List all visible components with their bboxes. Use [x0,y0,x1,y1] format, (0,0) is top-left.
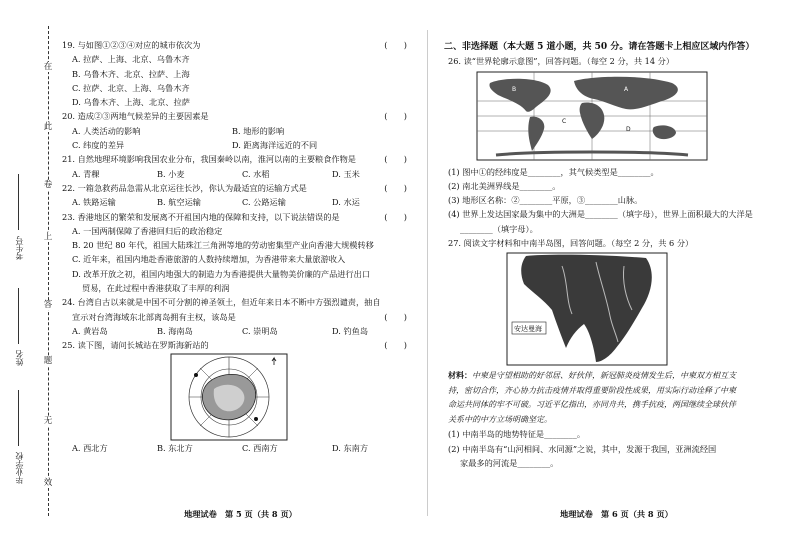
q26-item-2: (2) 南北美洲界线是________。 [448,180,561,191]
q26-item-3: (3) 地形区名称：②________平原，③________山脉。 [448,195,643,206]
indochina-peninsula-map [506,252,668,366]
answer-paren: ( ) [384,340,407,351]
q24-option-d[interactable]: D. 钓鱼岛 [332,325,369,336]
q23-option-c[interactable]: C. 近年来，祖国内地赴香港旅游的人数持续增加，为香港带来大量旅游收入 [72,254,346,265]
antarctic-polar-figure [170,353,288,441]
material-line-1: 中柬是守望相助的好邻居、好伙伴，新冠肺炎疫情发生后，中柬双方相互支 [472,371,736,381]
answer-paren: ( ) [384,182,407,193]
svg-text:B: B [512,85,517,93]
student-field-label: 毕业学校 [15,452,24,484]
seal-char: 在 [43,62,53,72]
q27-stem: 27. 阅读文字材料和中南半岛图，回答问题。（每空 2 分，共 6 分） [448,238,694,249]
q24-option-b[interactable]: B. 海南岛 [157,325,193,336]
seal-char: 无 [43,416,53,426]
q19-option-d[interactable]: D. 乌鲁木齐、上海、北京、拉萨 [72,97,190,108]
q20-option-b[interactable]: B. 地形的影响 [232,125,285,136]
q26-stem: 26. 读“世界轮廓示意图”，回答问题。（每空 2 分，共 14 分） [448,56,675,67]
seal-char: 上 [43,232,53,242]
right-footer: 地理试卷 第 6 页（共 8 页） [560,509,673,519]
student-field-line[interactable] [18,288,19,344]
q25-option-b[interactable]: B. 东北方 [157,442,193,453]
q24-option-c[interactable]: C. 崇明岛 [242,325,278,336]
q27-item-1: (1) 中南半岛的地势特征是________。 [448,429,586,440]
left-footer: 地理试卷 第 5 页（共 8 页） [184,509,297,519]
q20-stem: 20. 造成②③两地气候差异的主要因素是 [62,111,209,122]
q23-stem: 23. 香港地区的繁荣和发展离不开祖国内地的保障和支持，以下说法错误的是 [62,211,340,222]
q27-item-2-cont: 家最多的河流是________。 [460,457,559,468]
q22-stem: 22. 一箱急救药品急需从北京运往长沙，你认为最适宜的运输方式是 [62,182,307,193]
material-line-3: 命运共同体的牢不可破。习近平亿指出，亦同舟共，携手抗疫，两国继续全球伙伴 [448,400,736,410]
andaman-sea-label: 安达曼海 [514,325,542,334]
q23-option-d[interactable]: D. 改革开放之初，祖国内地强大的制造力为香港提供大量物美价廉的产品进行出口 [72,268,371,279]
q20-option-d[interactable]: D. 距离海洋远近的不同 [232,140,318,151]
seal-char: 答 [43,300,53,310]
q21-option-b[interactable]: B. 小麦 [157,168,185,179]
student-field-line[interactable] [18,174,19,230]
q21-stem: 21. 自然地理环境影响我国农业分布，我国秦岭以南，淮河以南的主要粮食作物是 [62,154,356,165]
seal-char: 效 [43,478,53,488]
svg-text:D: D [626,125,631,133]
q24-stem-cont: 宣示对台湾海域东北部离岛拥有主权，该岛是 [72,311,236,322]
q25-stem: 25. 读下图，请问长城站在罗斯海新站的 [62,340,209,351]
q25-figure-container [62,353,407,441]
q26-item-4-cont: ________（填字母）。 [460,223,538,234]
q21-option-a[interactable]: A. 青稞 [72,168,100,179]
q22-option-a[interactable]: A. 铁路运输 [72,197,116,208]
q25-option-c[interactable]: C. 西南方 [242,442,278,453]
q22-option-d[interactable]: D. 水运 [332,197,360,208]
q22-option-c[interactable]: C. 公路运输 [242,197,286,208]
world-outline-map [476,71,708,161]
answer-paren: ( ) [384,111,407,122]
q24-option-a[interactable]: A. 黄岩岛 [72,325,108,336]
svg-text:C: C [562,117,567,125]
student-field-line[interactable] [18,390,19,446]
binding-line [48,26,49,516]
student-field-label: 姓名 [15,350,24,366]
q24-stem: 24. 台湾自古以来就是中国不可分割的神圣领土，但近年来日本不断中方强烈谴责，抽自 [62,297,381,308]
right-page [444,40,778,470]
section-heading: 二、非选择题（本大题 5 道小题，共 50 分。请在答题卡上相应区域内作答） [444,42,755,52]
q26-item-4: (4) 世界上发达国家最为集中的大洲是________（填字母），世界上面积最大的大洋是 [448,209,753,220]
q20-option-c[interactable]: C. 纬度的差异 [72,140,125,151]
answer-paren: ( ) [384,311,407,322]
q19-option-a[interactable]: A. 拉萨、上海、北京、乌鲁木齐 [72,54,190,65]
q27-item-2: (2) 中南半岛有“山河相间、水同源”之说，其中，发源于我国，亚洲流经国 [448,443,717,454]
q22-option-b[interactable]: B. 航空运输 [157,197,201,208]
seal-char: 题 [43,356,53,366]
seal-char: 此 [43,122,53,132]
q23-option-d-cont: 贸易，在此过程中香港获取了丰厚的利润 [82,283,230,294]
q21-option-d[interactable]: D. 玉米 [332,168,360,179]
student-field-label: 考生号 [15,236,24,260]
q23-option-a[interactable]: A. 一国两制保障了香港回归后的政治稳定 [72,225,223,236]
page-divider [427,30,428,516]
answer-paren: ( ) [384,154,407,165]
q25-option-a[interactable]: A. 西北方 [72,442,108,453]
q21-option-c[interactable]: C. 水稻 [242,168,270,179]
answer-paren: ( ) [384,40,407,50]
material-line-4: 关系中的中方立场明确坚定。 [448,414,552,424]
left-page [62,38,407,455]
q26-item-1: (1) 图中①的经纬度是________，其气候类型是________。 [448,166,659,177]
material-label: 材料： [448,370,472,381]
seal-char: 卷 [43,180,53,190]
q27-figure-container [448,250,778,368]
q19-stem: 19. 与如图①②③④对应的城市依次为 [62,40,201,50]
answer-paren: ( ) [384,211,407,222]
q19-option-b[interactable]: B. 乌鲁木齐、北京、拉萨、上海 [72,68,190,79]
q20-option-a[interactable]: A. 人类活动的影响 [72,125,141,136]
q25-option-d[interactable]: D. 东南方 [332,442,369,453]
q19-option-c[interactable]: C. 拉萨、北京、上海、乌鲁木齐 [72,82,190,93]
q26-figure-container [448,69,778,165]
svg-text:A: A [624,85,629,93]
q23-option-b[interactable]: B. 20 世纪 80 年代，祖国大陆珠江三角洲等地的劳动密集型产业向香港大规模转移 [72,240,374,251]
q27-material [448,368,778,427]
material-line-2: 持，密切合作，齐心协力抗击疫情并取得重要阶段性成果，用实际行动诠释了中柬 [448,385,736,395]
